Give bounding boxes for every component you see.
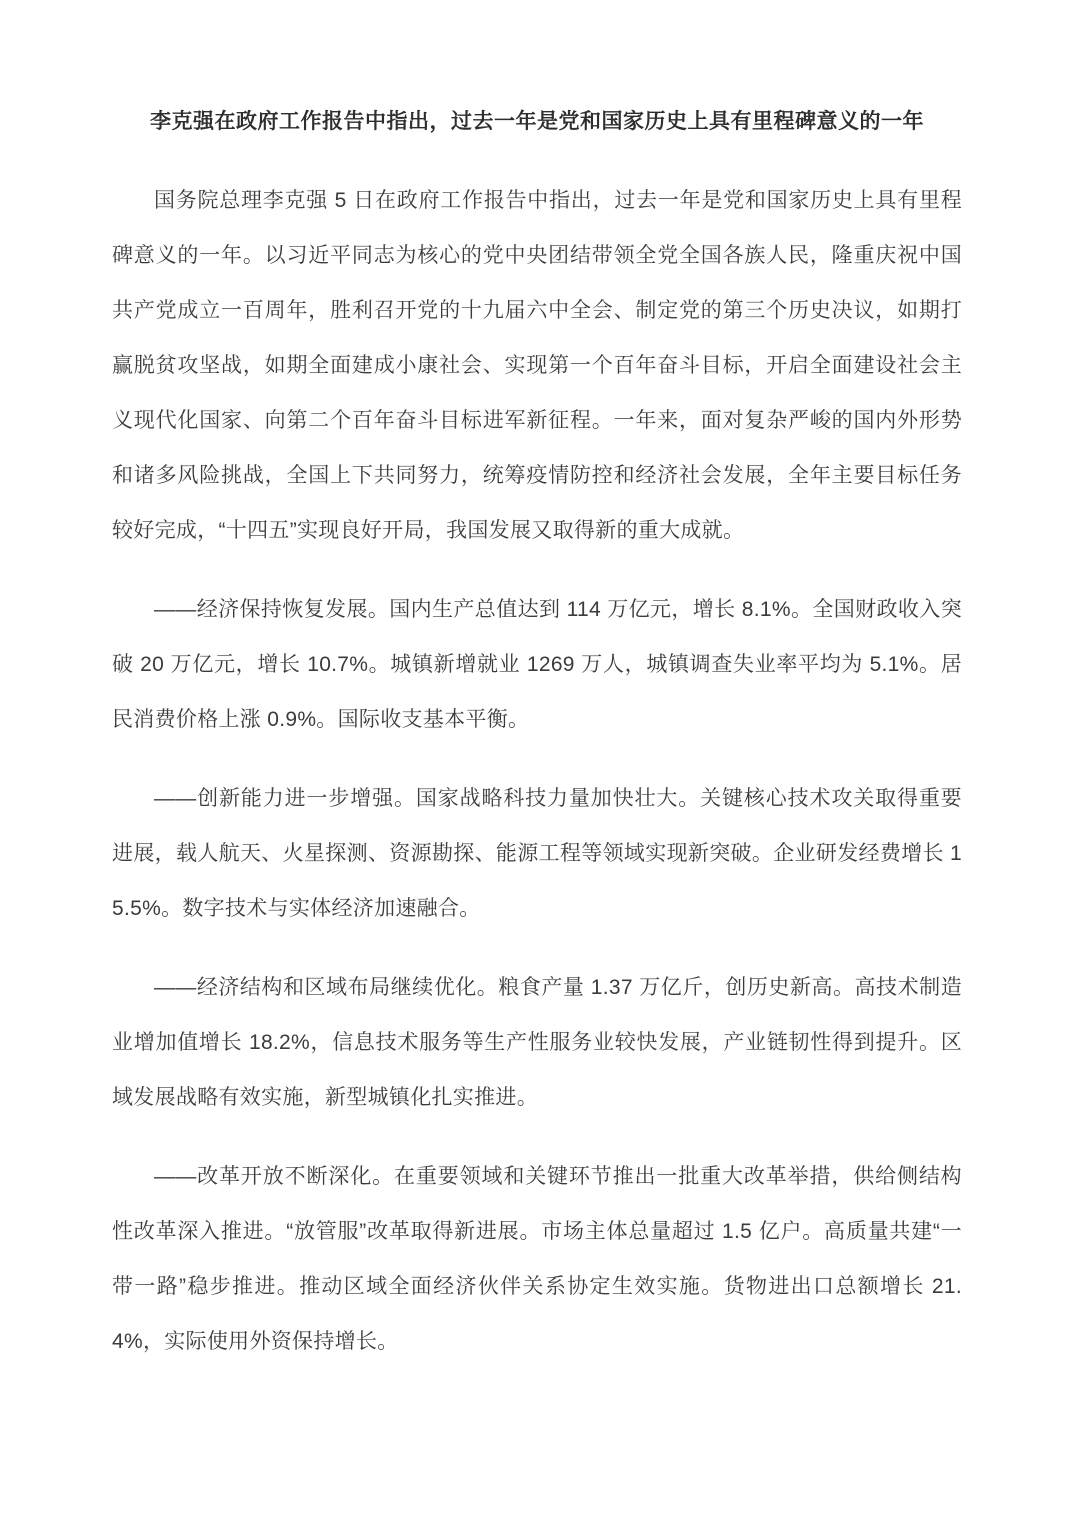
paragraph-overview: 国务院总理李克强 5 日在政府工作报告中指出，过去一年是党和国家历史上具有里程碑意义的一年。以习近平同志为核心的党中央团结带领全党全国各族人民，隆重庆祝中国共产党成立一百周年，胜利召开党的十九届六中全会、制定党的第三个历史决议，如期打赢脱贫攻坚战，如期全面建成小康社会、实现第一个百年奋斗目标，开启全面建设社会主义现代化国家、向第二个百年奋斗目标进军新征程。一年来，面对复杂严峻的国内外形势和诸多风险挑战，全国上下共同努力，统筹疫情防控和经济社会发展，全年主要目标任务较好完成，“十四五”实现良好开局，我国发展又取得新的重大成就。 <box>112 189 962 542</box>
paragraph-innovation: ——创新能力进一步增强。国家战略科技力量加快壮大。关键核心技术攻关取得重要进展，载人航天、火星探测、资源勘探、能源工程等领域实现新突破。企业研发经费增长 15.5%。数字技术与实体经济加速融合。 <box>112 787 962 920</box>
paragraph-economic-recovery: ——经济保持恢复发展。国内生产总值达到 114 万亿元，增长 8.1%。全国财政收入突破 20 万亿元，增长 10.7%。城镇新增就业 1269 万人，城镇调查失业率平均为 5.1%。居民消费价格上涨 0.9%。国际收支基本平衡。 <box>112 598 962 731</box>
document-title: 李克强在政府工作报告中指出，过去一年是党和国家历史上具有里程碑意义的一年 <box>150 110 924 133</box>
paragraph-reform-opening: ——改革开放不断深化。在重要领域和关键环节推出一批重大改革举措，供给侧结构性改革深入推进。“放管服”改革取得新进展。市场主体总量超过 1.5 亿户。高质量共建“一带一路”稳步推进。推动区域全面经济伙伴关系协定生效实施。货物进出口总额增长 21.4%，实际使用外资保持增长。 <box>112 1165 962 1353</box>
paragraph-economic-structure: ——经济结构和区域布局继续优化。粮食产量 1.37 万亿斤，创历史新高。高技术制造业增加值增长 18.2%，信息技术服务等生产性服务业较快发展，产业链韧性得到提升。区域发展战略有效实施，新型城镇化扎实推进。 <box>112 976 962 1109</box>
